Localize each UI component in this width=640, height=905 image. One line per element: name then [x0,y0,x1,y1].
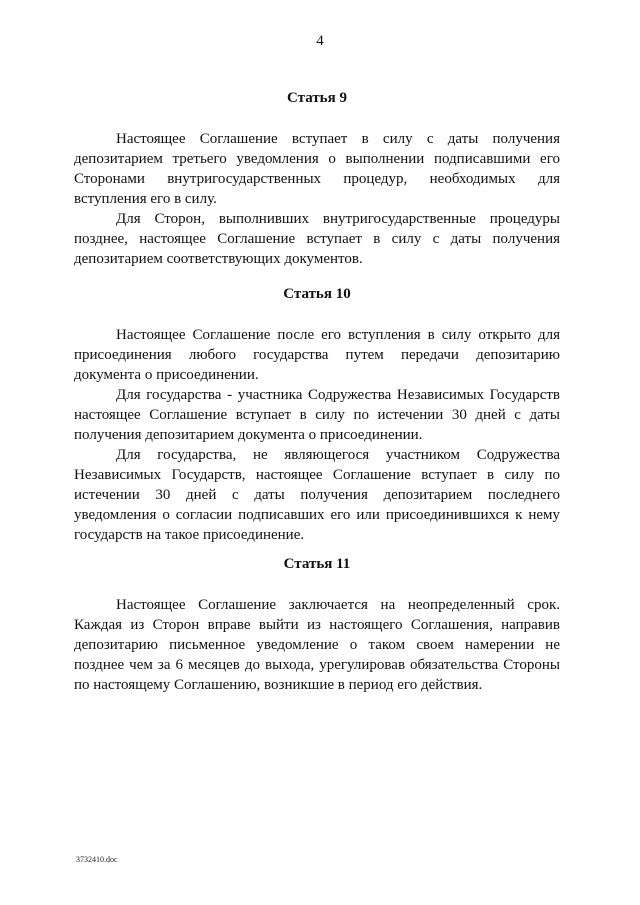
article-paragraph: Для государства, не являющегося участником Содружества Независимых Государств, настоящее Соглашение вступает в силу по истечении 30 дней с даты получения депозитарием последнего уведомления о согласии подписавших его или присоединившихся к нему государств на такое присоединение. [74,447,560,543]
article-10 [74,284,560,545]
article-paragraph: Настоящее Соглашение заключается на неопределенный срок. Каждая из Сторон вправе выйти из настоящего Соглашения, направив депозитарию письменное уведомление о таком своем намерении не позднее чем за 6 месяцев до выхода, урегулировав обязательства Стороны по настоящему Соглашению, возникшие в период его действия. [74,597,560,693]
article-paragraph: Настоящее Соглашение вступает в силу с даты получения депозитарием третьего уведомления о выполнении подписавшими его Сторонами внутригосударственных процедур, необходимых для вступления его в силу. [74,131,560,207]
article-paragraph: Для Сторон, выполнивших внутригосударственные процедуры позднее, настоящее Соглашение вступает в силу с даты получения депозитарием соответствующих документов. [74,211,560,267]
page-number: 4 [316,33,324,49]
article-paragraph: Настоящее Соглашение после его вступления в силу открыто для присоединения любого государства путем передачи депозитарию документа о присоединении. [74,327,560,383]
article-9 [74,88,560,269]
article-heading: Статья 10 [283,286,351,302]
article-heading: Статья 11 [283,556,351,572]
footer-file-name: 3732410.doc [76,855,118,864]
article-heading: Статья 9 [287,90,347,106]
article-paragraph: Для государства - участника Содружества Независимых Государств настоящее Соглашение вступает в силу по истечении 30 дней с даты получения депозитарием документа о присоединении. [74,387,560,443]
article-11 [74,554,560,695]
